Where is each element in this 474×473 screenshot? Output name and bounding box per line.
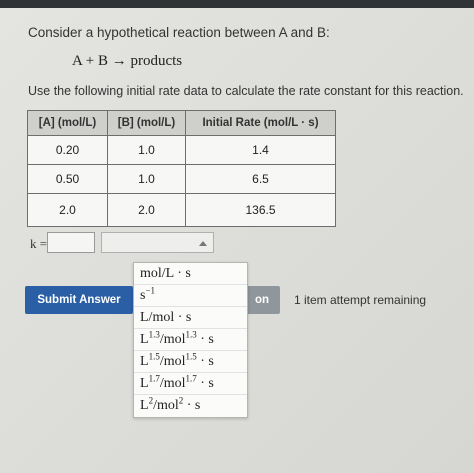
unit-option-base: L	[140, 354, 149, 369]
unit-option[interactable]	[134, 329, 247, 351]
table-header-row	[28, 111, 336, 136]
question-text: Consider a hypothetical reaction between A and B:	[28, 25, 330, 40]
unit-option-sup2: 2	[178, 395, 184, 406]
unit-option[interactable]	[134, 395, 247, 417]
cell-rate: 136.5	[186, 194, 336, 227]
unit-option[interactable]	[134, 351, 247, 373]
table-row	[28, 165, 336, 194]
column-header-rate: Initial Rate (mol/L · s)	[186, 111, 336, 136]
table-row	[28, 136, 336, 165]
top-bar	[0, 0, 474, 8]
unit-option-sup1: 1.3	[148, 329, 160, 340]
unit-select[interactable]	[101, 232, 214, 253]
unit-option[interactable]	[134, 307, 247, 329]
unit-option-base: s	[140, 288, 146, 303]
unit-option-mid: /mol	[159, 332, 186, 347]
cell-a: 0.50	[28, 165, 108, 194]
submit-answer-button[interactable]: Submit Answer	[25, 286, 133, 314]
unit-option-sup1: −1	[145, 285, 156, 296]
unit-option-mid: /mol	[153, 398, 179, 413]
instruction-text: Use the following initial rate data to calculate the rate constant for this reaction.	[28, 84, 464, 98]
unit-option[interactable]	[134, 373, 247, 395]
cell-rate: 6.5	[186, 165, 336, 194]
cell-b: 1.0	[108, 136, 186, 165]
k-label: k =	[30, 236, 48, 251]
unit-option-sup1: 1.5	[148, 351, 160, 362]
cell-b: 2.0	[108, 194, 186, 227]
table-row	[28, 194, 336, 227]
caret-up-icon	[199, 241, 207, 246]
unit-option-sup1: 1.7	[148, 373, 160, 384]
cell-a: 2.0	[28, 194, 108, 227]
cell-a: 0.20	[28, 136, 108, 165]
unit-option-sup2: 1.5	[185, 351, 197, 362]
unit-option-base: mol/L · s	[140, 266, 191, 281]
unit-option[interactable]	[134, 285, 247, 307]
unit-option-base: L	[140, 376, 149, 391]
unit-option-tail: · s	[183, 398, 201, 413]
unit-option-mid: /mol	[159, 376, 186, 391]
cell-b: 1.0	[108, 165, 186, 194]
unit-option-base: L/mol · s	[140, 310, 192, 325]
unit-option-mid: /mol	[159, 354, 186, 369]
column-header-b: [B] (mol/L)	[108, 111, 186, 136]
cell-rate: 1.4	[186, 136, 336, 165]
unit-option-tail: · s	[196, 332, 214, 347]
next-button[interactable]: on	[240, 286, 280, 314]
unit-option-sup2: 1.3	[185, 329, 197, 340]
unit-option[interactable]	[134, 263, 247, 285]
column-header-a: [A] (mol/L)	[28, 111, 108, 136]
unit-option-base: L	[140, 332, 149, 347]
unit-option-tail: · s	[196, 376, 214, 391]
unit-option-base: L	[140, 398, 149, 413]
rate-constant-input[interactable]	[47, 232, 95, 253]
rate-data-table	[27, 110, 336, 227]
reaction-equation: A + B → products	[72, 53, 183, 69]
unit-option-sup1: 2	[148, 395, 154, 406]
attempts-remaining-text: 1 item attempt remaining	[294, 293, 427, 307]
unit-option-tail: · s	[196, 354, 214, 369]
unit-option-sup2: 1.7	[185, 373, 197, 384]
unit-dropdown-menu	[133, 262, 248, 418]
